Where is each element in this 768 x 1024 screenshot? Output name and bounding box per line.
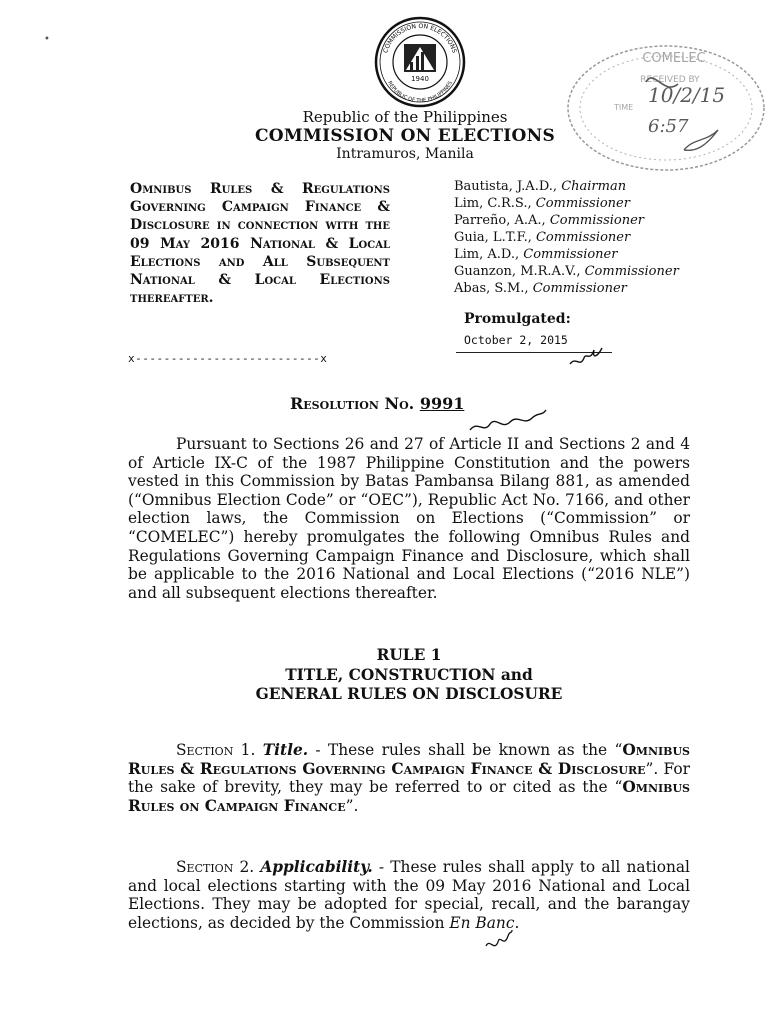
commissioner-name: Abas, S.M., bbox=[454, 281, 533, 296]
section-1-short-name: Omnibus Rules on Campaign Finance bbox=[128, 778, 690, 815]
rule-heading bbox=[128, 646, 690, 705]
stamp-line1: COMELEC bbox=[642, 51, 706, 66]
section-1-label: Section 1. bbox=[176, 741, 263, 759]
rule-title-line2: GENERAL RULES ON DISCLOSURE bbox=[255, 685, 563, 703]
separator-line: x--------------------------x bbox=[128, 352, 328, 365]
commissioner-role: Commissioner bbox=[532, 281, 627, 296]
commissioner-role: Commissioner bbox=[535, 230, 631, 245]
section-1-text-c: ”. bbox=[345, 796, 359, 815]
commissioner-role: Commissioner bbox=[549, 213, 645, 228]
section-2-text-b: . bbox=[514, 913, 520, 932]
section-2-en-banc: En Banc bbox=[449, 913, 515, 932]
stamp-handwritten-time: 6:57 bbox=[648, 116, 689, 137]
page-initials-icon bbox=[482, 926, 516, 956]
commissioner-role: Commissioner bbox=[523, 247, 618, 262]
resolution-number: 9991 bbox=[419, 394, 465, 413]
section-2-label: Section 2. bbox=[176, 858, 261, 876]
commissioner-role: Commissioner bbox=[535, 196, 630, 211]
commissioner-name: Lim, C.R.S., bbox=[454, 196, 536, 211]
commissioner-name: Guanzon, M.R.A.V., bbox=[454, 264, 585, 279]
commissioner-name: Parreño, A.A., bbox=[454, 213, 550, 228]
commissioner-entry bbox=[454, 263, 694, 280]
commissioner-entry bbox=[454, 195, 694, 212]
rule-title-line1: TITLE, CONSTRUCTION and bbox=[285, 665, 533, 684]
comelec-seal-icon bbox=[374, 16, 466, 108]
commissioner-entry bbox=[454, 280, 694, 297]
resolution-title: Omnibus Rules & Regulations Governing Campaign Finance & Disclosure in connection with the 09 May 2016 National & Local Elections and All Subsequent National & Local Elections thereafter. bbox=[130, 181, 390, 307]
commissioner-entry bbox=[454, 246, 694, 263]
stamp-line2: RECEIVED BY bbox=[640, 75, 700, 85]
section-1-heading: Title. bbox=[262, 741, 309, 759]
handwritten-initials-icon bbox=[566, 342, 606, 372]
section-1-rules-name: Omnibus Rules & Regulations Governing Campaign Finance & Disclosure bbox=[128, 741, 690, 778]
commissioner-entry bbox=[454, 178, 694, 195]
commissioner-role: Commissioner bbox=[584, 264, 679, 279]
handwritten-signature-icon bbox=[466, 406, 550, 436]
section-2-text-a: - These rules shall apply to all national and local elections starting with the 09 May 2016 National and Local Elections. They may be adopted for special, recall, and the barangay elections, as decided by the Commission bbox=[128, 858, 690, 932]
header-agency: COMMISSION ON ELECTIONS bbox=[254, 126, 556, 146]
scan-speck: • bbox=[44, 34, 50, 45]
stamp-time-label: TIME bbox=[614, 103, 634, 112]
commissioner-entry bbox=[454, 229, 694, 246]
seal-year: 1940 bbox=[411, 75, 429, 83]
commissioner-role: Chairman bbox=[561, 179, 627, 194]
section-1-text-b: ”. For the sake of brevity, they may be referred to or cited as the “ bbox=[128, 759, 690, 797]
commissioner-name: Lim, A.D., bbox=[454, 247, 524, 262]
resolution-label: Resolution No. bbox=[290, 394, 420, 413]
promulgated-date: October 2, 2015 bbox=[464, 333, 568, 347]
seal-bottom-text: REPUBLIC OF THE PHILIPPINES bbox=[386, 80, 454, 105]
commissioners-list bbox=[454, 178, 694, 297]
stamp-handwritten-date: 10/2/15 bbox=[648, 83, 726, 107]
section-1-text-a: - These rules shall be known as the “ bbox=[308, 741, 623, 759]
rule-number: RULE 1 bbox=[376, 646, 442, 664]
received-stamp bbox=[556, 38, 768, 178]
resolution-heading bbox=[290, 394, 464, 413]
commissioner-name: Bautista, J.A.D., bbox=[454, 179, 562, 194]
header-republic: Republic of the Philippines bbox=[302, 108, 508, 126]
header-city: Intramuros, Manila bbox=[336, 146, 474, 162]
commissioner-entry bbox=[454, 212, 694, 229]
intro-paragraph: Pursuant to Sections 26 and 27 of Article II and Sections 2 and 4 of Article IX-C of the 1987 Philippine Constitution and the powers vested in this Commission by Batas Pambansa Bilang 881, as amended (“Omnibus Election Code” or “OEC”), Republic Act No. 7166, and other election laws, the Commission on Elections (“Commission” or “COMELEC”) hereby promulgates the following Omnibus Rules and Regulations Governing Campaign Finance and Disclosure, which shall be applicable to the 2016 National and Local Elections (“2016 NLE”) and all subsequent elections thereafter. bbox=[128, 435, 690, 602]
section-2-paragraph bbox=[128, 858, 690, 932]
promulgated-label: Promulgated: bbox=[464, 311, 571, 327]
section-2-heading: Applicability. bbox=[260, 858, 373, 876]
commissioner-name: Guia, L.T.F., bbox=[454, 230, 536, 245]
seal-top-text: COMMISSION ON ELECTIONS bbox=[382, 22, 458, 54]
section-1-paragraph bbox=[128, 741, 690, 815]
letterhead bbox=[240, 108, 570, 163]
